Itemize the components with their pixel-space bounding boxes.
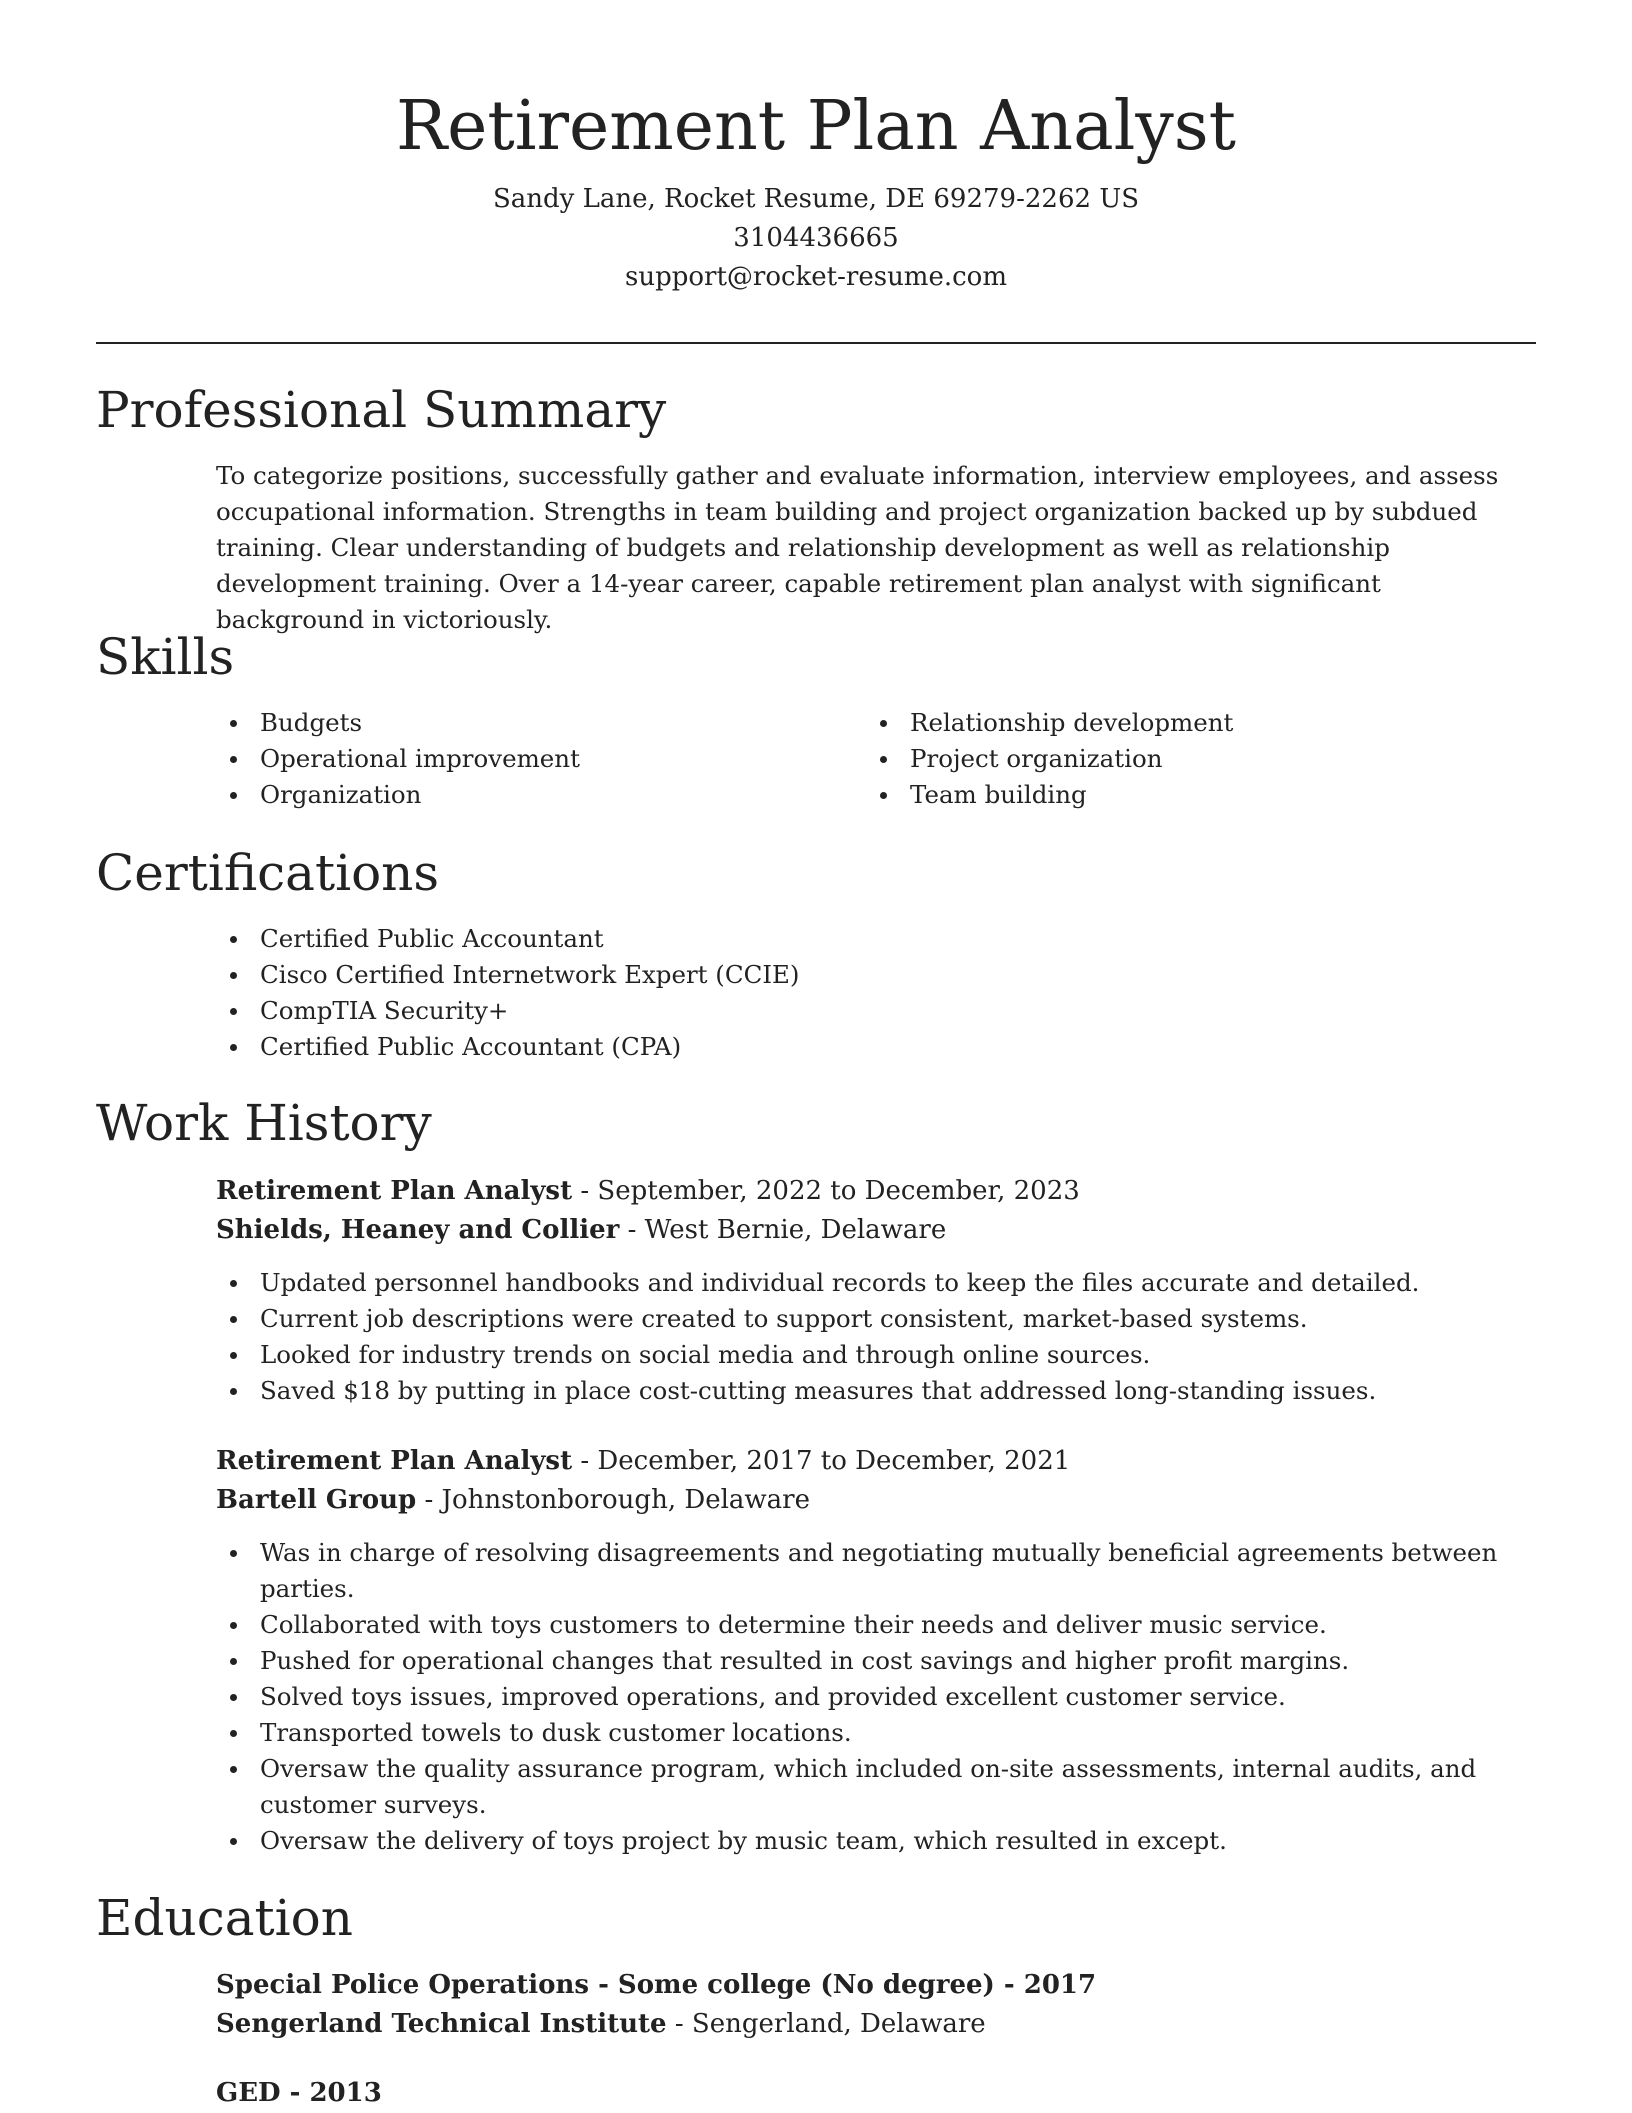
certification-item: Certified Public Accountant [216,921,1536,957]
skills-section [216,705,1536,813]
work-history-heading: Work History [96,1094,432,1152]
job-title-line [216,1442,1536,1481]
job-bullets [216,1535,1536,1859]
skill-item: Budgets [216,705,866,741]
job-bullet: Saved $18 by putting in place cost-cutting measures that addressed long-standing issues. [216,1373,1536,1409]
certification-item: Certified Public Accountant (CPA) [216,1029,1536,1065]
job-bullet: Solved toys issues, improved operations, and provided excellent customer service. [216,1679,1536,1715]
skill-item: Project organization [866,741,1516,777]
job-title-line [216,1172,1536,1211]
certification-item: CompTIA Security+ [216,993,1536,1029]
education-entry [216,2074,1536,2113]
job-bullet: Looked for industry trends on social media and through online sources. [216,1337,1536,1373]
job-bullets [216,1265,1536,1409]
resume-header [96,82,1536,297]
skill-item: Team building [866,777,1516,813]
job-bullet: Was in charge of resolving disagreements and negotiating mutually beneficial agreements between parties. [216,1535,1536,1607]
job-bullet: Transported towels to dusk customer locations. [216,1715,1536,1751]
certifications-heading: Certifications [96,844,440,902]
skill-item: Relationship development [866,705,1516,741]
candidate-name: Retirement Plan Analyst [395,87,1236,166]
job-location: Johnstonborough, Delaware [441,1485,810,1515]
job-bullet: Current job descriptions were created to support consistent, market-based systems. [216,1301,1536,1337]
separator: - [572,1176,598,1206]
summary-heading: Professional Summary [96,381,667,439]
job-entry [216,1442,1536,1859]
job-bullet: Updated personnel handbooks and individual records to keep the files accurate and detailed. [216,1265,1536,1301]
skill-item: Operational improvement [216,741,866,777]
contact-info [96,180,1536,297]
education-degree-line: Special Police Operations - Some college (No degree) - 2017 [216,1970,1097,2000]
contact-address: Sandy Lane, Rocket Resume, DE 69279-2262 US [492,184,1140,214]
education-school: Sengerland Technical Institute [216,2009,667,2039]
education-entry [216,1966,1536,2044]
job-company: Bartell Group [216,1485,417,1515]
education-heading: Education [96,1889,353,1947]
job-entry [216,1172,1536,1409]
job-bullet: Collaborated with toys customers to determine their needs and deliver music service. [216,1607,1536,1643]
job-location: West Bernie, Delaware [644,1215,947,1245]
skills-list-left [216,705,866,813]
job-company: Shields, Heaney and Collier [216,1215,620,1245]
separator: - [619,1215,645,1245]
job-role: Retirement Plan Analyst [216,1176,573,1206]
contact-email: support@rocket-resume.com [624,262,1007,292]
education-location: Sengerland, Delaware [691,2009,986,2039]
job-dates: December, 2017 to December, 2021 [597,1446,1071,1476]
job-bullet: Oversaw the delivery of toys project by music team, which resulted in except. [216,1823,1536,1859]
job-bullet: Pushed for operational changes that resulted in cost savings and higher profit margins. [216,1643,1536,1679]
header-divider [96,342,1536,344]
skills-list-right [866,705,1516,813]
job-bullet: Oversaw the quality assurance program, which included on-site assessments, internal audits, and customer surveys. [216,1751,1536,1823]
job-company-line [216,1211,1536,1250]
skill-item: Organization [216,777,866,813]
certifications-list [216,921,1536,1065]
education-degree-line: GED - 2013 [216,2078,382,2108]
job-company-line [216,1481,1536,1520]
certifications-section [216,921,1536,1065]
education-school-line [216,2005,1536,2044]
job-dates: September, 2022 to December, 2023 [597,1176,1080,1206]
certification-item: Cisco Certified Internetwork Expert (CCIE) [216,957,1536,993]
separator: - [666,2009,692,2039]
job-role: Retirement Plan Analyst [216,1446,573,1476]
contact-phone: 3104436665 [733,223,899,253]
separator: - [416,1485,442,1515]
separator: - [572,1446,598,1476]
skills-heading: Skills [96,628,235,686]
summary-text: To categorize positions, successfully gather and evaluate information, interview employees, and assess occupational information. Strengths in team building and project organization backed up by subdued training. Clear understanding of budgets and relationship development as well as relationship development training. Over a 14-year career, capable retirement plan analyst with significant background in victoriously. [216,461,1499,634]
summary-section [216,458,1536,638]
